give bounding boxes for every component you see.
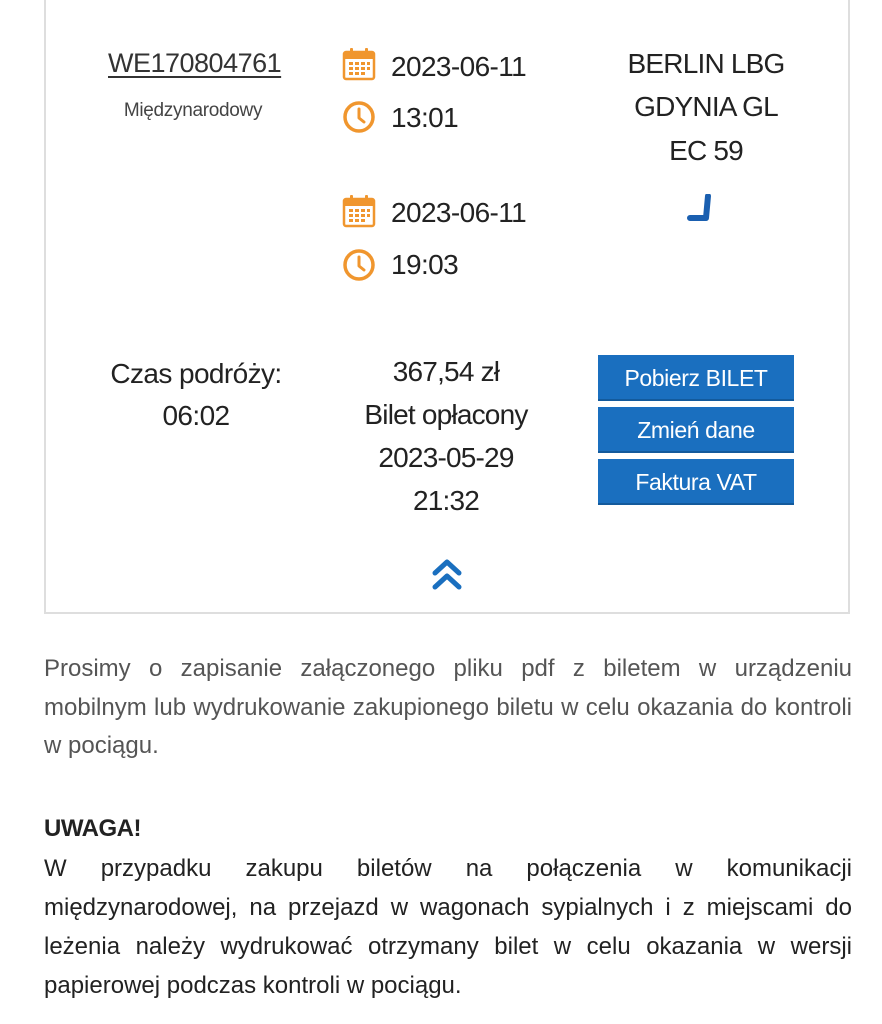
train-number: EC 59 — [669, 135, 743, 166]
warning-text: W przypadku zakupu biletów na połączenia w komunikacji międzynarodowej, na przejazd w wagonach sypialnych i z miejscami do leżenia należy wydrukować otrzymany bilet w celu okazania w wersji papierowej podczas kontroli w pociągu. — [44, 855, 852, 999]
payment-time: 21:32 — [412, 485, 480, 516]
clock-icon — [342, 248, 376, 282]
ticket-number-link[interactable]: WE170804761 — [108, 48, 282, 78]
clock-icon — [342, 100, 376, 134]
warning-title: UWAGA! — [44, 815, 141, 842]
ticket-card — [44, 0, 850, 614]
ticket-price: 367,54 zł — [392, 356, 500, 387]
download-ticket-button[interactable]: Pobierz BILET — [598, 355, 794, 401]
duration-label: Czas podróży: — [110, 358, 282, 389]
chevron-double-up-icon[interactable] — [431, 556, 463, 592]
station-to: GDYNIA GL — [634, 91, 778, 122]
station-from: BERLIN LBG — [627, 48, 785, 79]
departure-date: 2023-06-11 — [391, 51, 527, 82]
calendar-icon — [342, 47, 376, 81]
payment-date: 2023-05-29 — [378, 442, 514, 473]
vat-invoice-button[interactable]: Faktura VAT — [598, 459, 794, 505]
change-data-button[interactable]: Zmień dane — [598, 407, 794, 453]
departure-time: 13:01 — [391, 102, 459, 133]
save-ticket-notice: Prosimy o zapisanie załączonego pliku pdf z biletem w urządzeniu mobilnym lub wydrukowanie zakupionego biletu w celu okazania do kontroli w pociągu. — [44, 655, 852, 759]
payment-status: Bilet opłacony — [364, 399, 528, 430]
arrival-date: 2023-06-11 — [391, 197, 527, 228]
route-arrow-icon — [686, 194, 726, 226]
arrival-time: 19:03 — [391, 249, 459, 280]
duration-value: 06:02 — [162, 400, 230, 431]
calendar-icon — [342, 194, 376, 228]
ticket-type: Międzynarodowy — [123, 100, 263, 121]
